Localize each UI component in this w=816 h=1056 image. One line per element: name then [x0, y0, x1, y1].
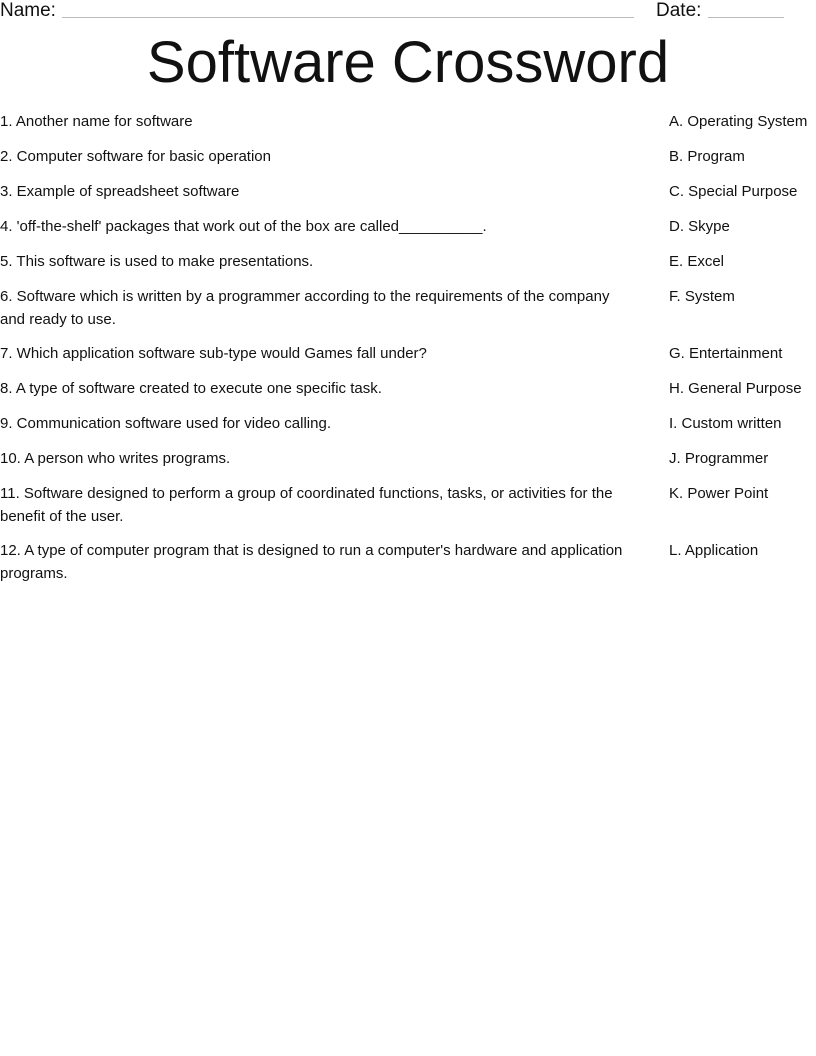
- answer-b: B. Program: [669, 148, 745, 165]
- clue-4: 4. 'off-the-shelf' packages that work out of the box are called__________.: [0, 218, 487, 235]
- clue-9: 9. Communication software used for video calling.: [0, 415, 331, 432]
- name-field[interactable]: [62, 17, 634, 18]
- answer-g: G. Entertainment: [669, 345, 783, 362]
- answer-h: H. General Purpose: [669, 380, 802, 397]
- name-label: Name:: [0, 0, 56, 21]
- answer-l: L. Application: [669, 542, 759, 559]
- clue-3: 3. Example of spreadsheet software: [0, 183, 240, 200]
- clue-5: 5. This software is used to make presentations.: [0, 253, 314, 270]
- clue-2: 2. Computer software for basic operation: [0, 148, 271, 165]
- answer-a: A. Operating System: [669, 113, 808, 130]
- clue-10: 10. A person who writes programs.: [0, 450, 231, 467]
- answer-f: F. System: [669, 288, 735, 305]
- clue-12: 12. A type of computer program that is designed to run a computer's hardware and application programs.: [0, 542, 623, 582]
- answer-i: I. Custom written: [669, 415, 782, 432]
- clue-6: 6. Software which is written by a programmer according to the requirements of the company and ready to use.: [0, 288, 610, 328]
- answer-c: C. Special Purpose: [669, 183, 798, 200]
- answer-e: E. Excel: [669, 253, 725, 270]
- clue-8: 8. A type of software created to execute one specific task.: [0, 380, 382, 397]
- date-field[interactable]: [708, 17, 784, 18]
- answer-k: K. Power Point: [669, 485, 769, 502]
- clue-7: 7. Which application software sub-type would Games fall under?: [0, 345, 427, 362]
- answer-d: D. Skype: [669, 218, 730, 235]
- page-title: Software Crossword: [146, 30, 670, 95]
- answer-j: J. Programmer: [669, 450, 769, 467]
- clue-1: 1. Another name for software: [0, 113, 193, 130]
- clue-11: 11. Software designed to perform a group of coordinated functions, tasks, or activities for the benefit of the user.: [0, 485, 613, 525]
- header: [0, 0, 816, 24]
- date-label: Date:: [656, 0, 702, 21]
